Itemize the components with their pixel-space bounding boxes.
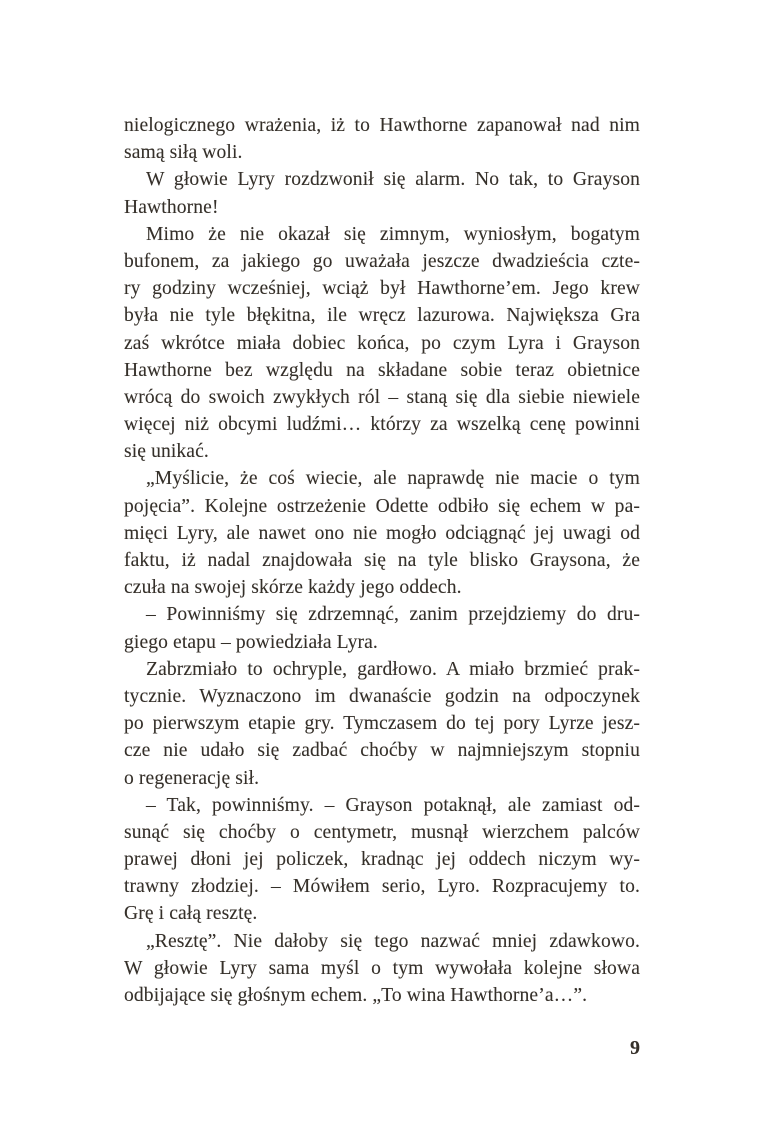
text-line: mięci Lyry, ale nawet ono nie mogło odciągnąć jej uwagi od — [124, 522, 640, 544]
text-line: „Resztę”. Nie dałoby się tego nazwać mniej zdawkowo. — [146, 930, 640, 952]
text-line: była nie tyle błękitna, ile wręcz lazurowa. Największa Gra — [124, 305, 640, 327]
text-line: po pierwszym etapie gry. Tymczasem do tej pory Lyrze jesz- — [124, 713, 640, 735]
text-line: wrócą do swoich zwykłych ról – staną się dla siebie niewiele — [124, 386, 640, 408]
text-line: sunąć się choćby o centymetr, musnął wierzchem palców — [124, 821, 640, 843]
text-line: trawny złodziej. – Mówiłem serio, Lyro. Rozpracujemy to. — [124, 876, 640, 898]
text-line: „Myślicie, że coś wiecie, ale naprawdę nie macie o tym — [146, 468, 640, 490]
text-line: ry godziny wcześniej, wciąż był Hawthorne’em. Jego krew — [124, 278, 640, 300]
paragraph — [124, 221, 640, 466]
page-text-block — [124, 112, 640, 1009]
text-line: się unikać. — [124, 441, 209, 463]
text-line: czuła na swojej skórze każdy jego oddech. — [124, 577, 462, 599]
text-line: nielogicznego wrażenia, iż to Hawthorne zapanował nad nim — [124, 115, 640, 136]
text-line: Hawthorne! — [124, 196, 219, 218]
text-line: tycznie. Wyznaczono im dwanaście godzin na odpoczynek — [124, 685, 640, 707]
text-line: Mimo że nie okazał się zimnym, wyniosłym, bogatym — [146, 223, 640, 245]
text-line: – Powinniśmy się zdrzemnąć, zanim przejdziemy do dru- — [146, 604, 640, 626]
paragraph — [124, 601, 640, 655]
text-line: Hawthorne bez względu na składane sobie teraz obietnice — [124, 359, 640, 381]
text-line: giego etapu – powiedziała Lyra. — [124, 631, 378, 653]
paragraph — [124, 465, 640, 601]
paragraph — [124, 928, 640, 1010]
text-line: W głowie Lyry rozdzwonił się alarm. No tak, to Grayson — [146, 169, 640, 191]
paragraph — [124, 792, 640, 928]
text-line: W głowie Lyry sama myśl o tym wywołała kolejne słowa — [124, 957, 640, 979]
text-line: pojęcia”. Kolejne ostrzeżenie Odette odbiło się echem w pa- — [124, 495, 640, 517]
text-line: więcej niż obcymi ludźmi… którzy za wszelką cenę powinni — [124, 414, 640, 436]
text-line: odbijające się głośnym echem. „To wina Hawthorne’a…”. — [124, 985, 588, 1006]
text-line: o regenerację sił. — [124, 767, 260, 789]
text-line: faktu, iż nadal znajdowała się na tyle blisko Graysona, że — [124, 550, 640, 571]
text-line: – Tak, powinniśmy. – Grayson potaknął, ale zamiast od- — [146, 794, 640, 816]
text-line: zaś wkrótce miała dobiec końca, po czym Lyra i Grayson — [124, 332, 640, 354]
text-line: Grę i całą resztę. — [124, 903, 258, 925]
text-line: bufonem, za jakiego go uważała jeszcze dwadzieścia czte- — [124, 250, 640, 272]
text-line: Zabrzmiało to ochryple, gardłowo. A miało brzmieć prak- — [146, 658, 640, 680]
text-line: cze nie udało się zadbać choćby w najmniejszym stopniu — [124, 740, 640, 762]
paragraph — [124, 112, 640, 166]
page-number: 9 — [630, 1037, 640, 1059]
paragraph — [124, 656, 640, 792]
paragraph — [124, 166, 640, 220]
text-line: samą siłą woli. — [124, 142, 243, 164]
text-line: prawej dłoni jej policzek, kradnąc jej oddech niczym wy- — [124, 849, 640, 871]
